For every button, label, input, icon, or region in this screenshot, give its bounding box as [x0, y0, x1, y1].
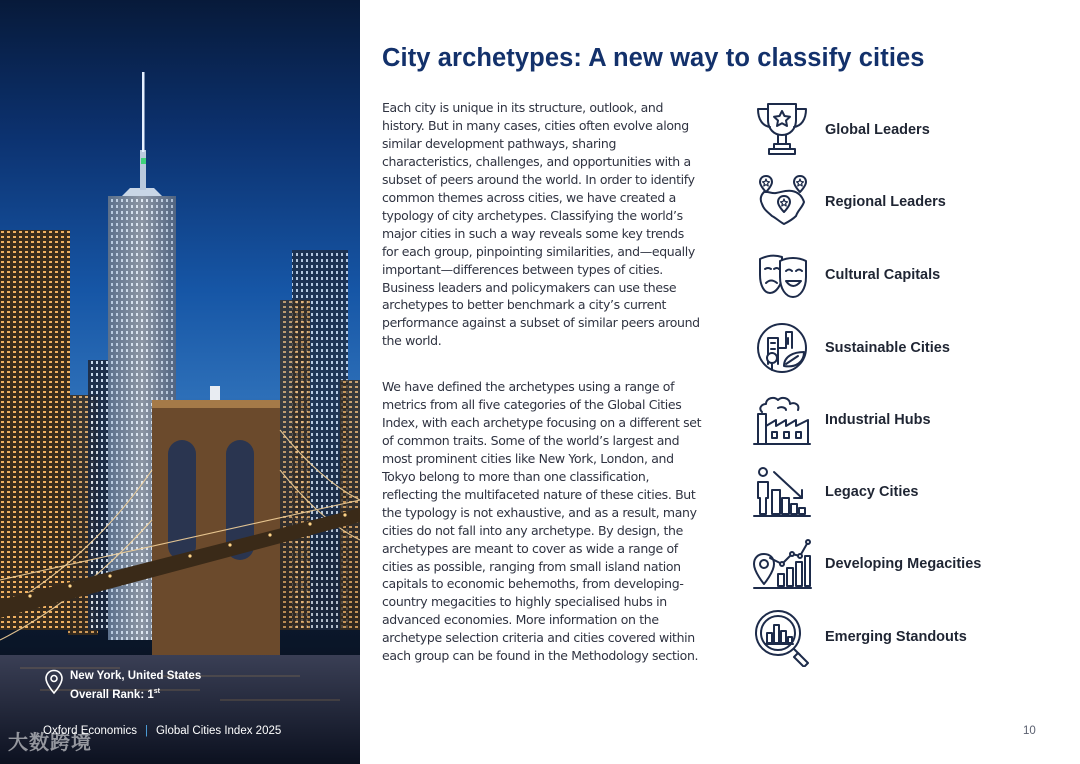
photo-location: New York, United States [70, 670, 202, 682]
growth-chart-pin-icon [752, 534, 812, 594]
declining-chart-person-icon [752, 462, 812, 522]
page-title: City archetypes: A new way to classify cities [382, 44, 925, 72]
page-number: 10 [1023, 725, 1036, 737]
factory-icon [752, 390, 812, 450]
archetype-label: Emerging Standouts [825, 629, 967, 645]
theater-masks-icon [752, 245, 812, 305]
watermark: 大数跨境 [8, 732, 92, 754]
archetype-cultural-capitals [752, 245, 1052, 305]
archetype-developing-megacities [752, 534, 1052, 594]
magnifier-chart-icon [752, 607, 812, 667]
intro-paragraph: Each city is unique in its structure, outlook, and history. But in many cases, cities often evolve along similar development pathways, sharing characteristics, challenges, and opportunities with a subset of peers around the world. In order to identify common themes across cities, we have created a typology of city archetypes. Classifying the world’s major cities in such a way reveals some key trends for each group, pinpointing similarities, and—equally important—differences between types of cities. Business leaders and policymakers can use these archetypes to better benchmark a city’s current performance against a subset of similar peers around the world. [382, 100, 700, 349]
footer-separator: | [144, 725, 148, 737]
skyline-illustration [0, 0, 360, 764]
archetype-sustainable-cities [752, 318, 1052, 378]
method-paragraph: We have defined the archetypes using a range of metrics from all five categories of the Global Cities Index, with each archetype focusing on a different set of common traits. Some of the world’s largest and most prominent cities like New York, London, and Tokyo belong to more than one classification, reflecting the multifaceted nature of these cities. But the typology is not exhaustive, and as a result, many cities do not fall into any archetype. By design, the archetypes are meant to cover as wide a range of cities as possible, ranging from small island nation capitals to economic behemoths, from developing-country megacities to highly specialised hubs in advanced economies. More information on the archetype selection criteria and cities covered within each group can be found in the Methodology section. [382, 379, 702, 664]
archetype-global-leaders [752, 100, 1052, 160]
archetype-industrial-hubs [752, 390, 1052, 450]
archetype-label: Developing Megacities [825, 556, 982, 572]
archetype-label: Industrial Hubs [825, 412, 931, 428]
archetype-regional-leaders [752, 172, 1052, 232]
archetype-label: Legacy Cities [825, 484, 919, 500]
archetype-label: Cultural Capitals [825, 267, 941, 283]
cover-photo [0, 0, 360, 764]
footer-report: Global Cities Index 2025 [155, 725, 282, 737]
archetype-label: Global Leaders [825, 122, 930, 138]
trophy-icon [752, 100, 812, 160]
archetype-emerging-standouts [752, 607, 1052, 667]
footer-org: Oxford Economics [43, 725, 137, 737]
archetype-label: Sustainable Cities [825, 340, 950, 356]
photo-rank: Overall Rank: 1st [70, 688, 160, 701]
archetype-legacy-cities [752, 462, 1052, 522]
map-pins-icon [752, 172, 812, 232]
photo-caption [44, 669, 201, 703]
location-pin-icon [44, 669, 64, 697]
green-city-icon [752, 318, 812, 378]
archetype-label: Regional Leaders [825, 194, 946, 210]
